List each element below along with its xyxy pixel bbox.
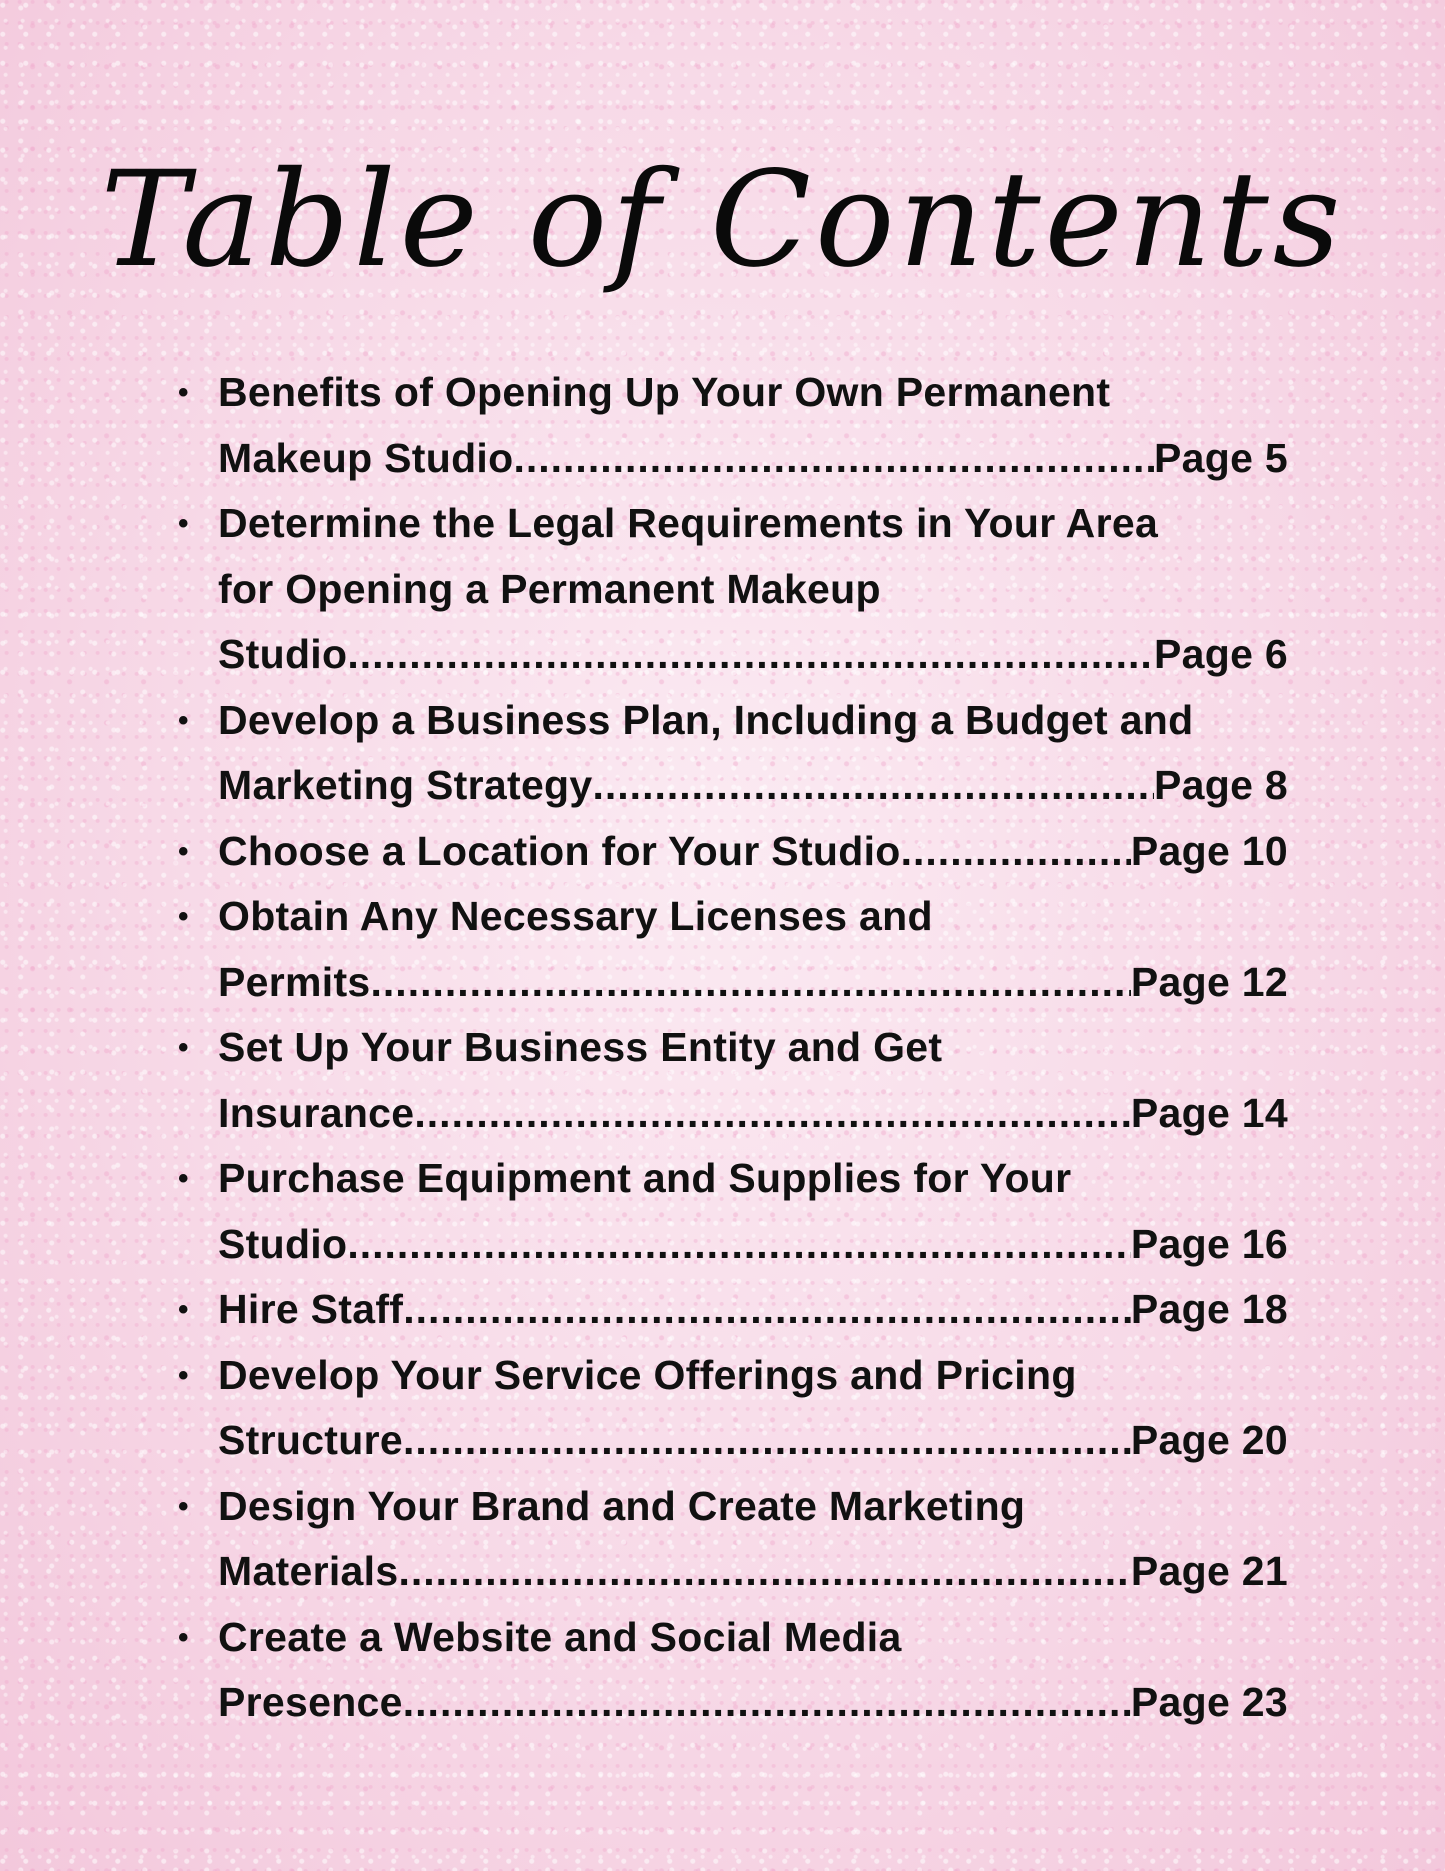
toc-entry-text-line: Create a Website and Social Media bbox=[218, 1613, 902, 1660]
bullet-icon: • bbox=[178, 1293, 189, 1326]
dot-leader bbox=[593, 753, 1155, 819]
bullet-icon: • bbox=[178, 507, 189, 540]
dot-leader bbox=[414, 1081, 1131, 1147]
dot-leader bbox=[347, 1212, 1131, 1278]
toc-entry bbox=[178, 1474, 1298, 1605]
toc-entry-final-line bbox=[218, 1670, 1288, 1736]
dot-leader bbox=[398, 1539, 1130, 1605]
toc-entry-final-line bbox=[218, 1539, 1288, 1605]
bullet-icon: • bbox=[178, 1620, 189, 1654]
toc-entry bbox=[178, 1605, 1298, 1736]
bullet-icon: • bbox=[178, 900, 189, 933]
page-number: Page 18 bbox=[1130, 1286, 1288, 1332]
page-number: Page 5 bbox=[1154, 434, 1288, 481]
toc-entry-text-line: for Opening a Permanent Makeup bbox=[218, 565, 881, 612]
toc-entry bbox=[178, 884, 1298, 1015]
bullet-icon: • bbox=[178, 376, 189, 409]
page-number: Page 14 bbox=[1130, 1089, 1288, 1136]
toc-entry bbox=[178, 1277, 1298, 1343]
page-title: Table of Contents bbox=[100, 143, 1345, 297]
toc-entry bbox=[178, 688, 1298, 819]
page-number: Page 6 bbox=[1154, 631, 1288, 677]
bullet-icon: • bbox=[178, 834, 189, 868]
toc-entry-title-end: Permits bbox=[218, 958, 371, 1005]
toc-entry-title-end: Insurance bbox=[218, 1089, 415, 1136]
toc-entry-text-line: Set Up Your Business Entity and Get bbox=[218, 1024, 943, 1070]
toc-entry-final-line bbox=[218, 819, 1288, 885]
dot-leader bbox=[347, 622, 1154, 688]
toc-entry bbox=[178, 1015, 1298, 1146]
page-number: Page 20 bbox=[1130, 1417, 1288, 1463]
dot-leader bbox=[403, 1670, 1131, 1736]
toc-entry-final-line bbox=[218, 1081, 1288, 1147]
dot-leader bbox=[901, 819, 1131, 885]
toc-entry-title-end: Materials bbox=[218, 1548, 399, 1594]
table-of-contents-list bbox=[178, 360, 1298, 1736]
toc-entry bbox=[178, 1146, 1298, 1277]
bullet-icon: • bbox=[178, 1031, 189, 1064]
dot-leader bbox=[403, 1277, 1131, 1343]
page-number: Page 12 bbox=[1130, 958, 1288, 1005]
bullet-icon: • bbox=[178, 703, 189, 737]
bullet-icon: • bbox=[178, 1358, 189, 1392]
dot-leader bbox=[371, 950, 1131, 1016]
toc-entry-title-end: Choose a Location for Your Studio bbox=[218, 827, 901, 874]
toc-entry-title-end: Presence bbox=[218, 1679, 403, 1725]
toc-entry-title-end: Structure bbox=[218, 1417, 403, 1463]
dot-leader bbox=[513, 426, 1154, 492]
toc-entry-text-line: Determine the Legal Requirements in Your Area bbox=[218, 500, 1159, 546]
page-number: Page 8 bbox=[1154, 762, 1288, 808]
page-number: Page 21 bbox=[1130, 1548, 1288, 1594]
toc-entry-final-line bbox=[218, 426, 1288, 492]
toc-entry-text-line: Develop Your Service Offerings and Pricing bbox=[218, 1351, 1077, 1398]
toc-entry-title-end: Studio bbox=[218, 631, 348, 677]
dot-leader bbox=[403, 1408, 1131, 1474]
toc-entry-final-line bbox=[218, 622, 1288, 688]
toc-entry bbox=[178, 360, 1298, 491]
toc-entry bbox=[178, 1343, 1298, 1474]
toc-entry-text-line: Obtain Any Necessary Licenses and bbox=[218, 893, 933, 939]
toc-entry-final-line bbox=[218, 1212, 1288, 1278]
toc-entry-final-line bbox=[218, 1408, 1288, 1474]
page-number: Page 16 bbox=[1130, 1220, 1288, 1267]
toc-entry-final-line bbox=[218, 1277, 1288, 1343]
toc-entry-title-end: Makeup Studio bbox=[218, 434, 514, 481]
toc-entry bbox=[178, 819, 1298, 885]
toc-entry-final-line bbox=[218, 950, 1288, 1016]
toc-entry-title-end: Hire Staff bbox=[218, 1286, 404, 1332]
toc-entry-title-end: Marketing Strategy bbox=[218, 762, 593, 808]
toc-entry bbox=[178, 491, 1298, 688]
page-number: Page 10 bbox=[1130, 827, 1288, 874]
bullet-icon: • bbox=[178, 1162, 189, 1195]
bullet-icon: • bbox=[178, 1489, 189, 1523]
toc-entry-text-line: Design Your Brand and Create Marketing bbox=[218, 1482, 1026, 1529]
toc-entry-text-line: Develop a Business Plan, Including a Budget and bbox=[218, 696, 1194, 743]
page-number: Page 23 bbox=[1130, 1679, 1288, 1725]
toc-entry-title-end: Studio bbox=[218, 1220, 348, 1267]
toc-entry-final-line bbox=[218, 753, 1288, 819]
toc-entry-text-line: Purchase Equipment and Supplies for Your bbox=[218, 1155, 1072, 1201]
toc-entry-text-line: Benefits of Opening Up Your Own Permanent bbox=[218, 369, 1111, 415]
